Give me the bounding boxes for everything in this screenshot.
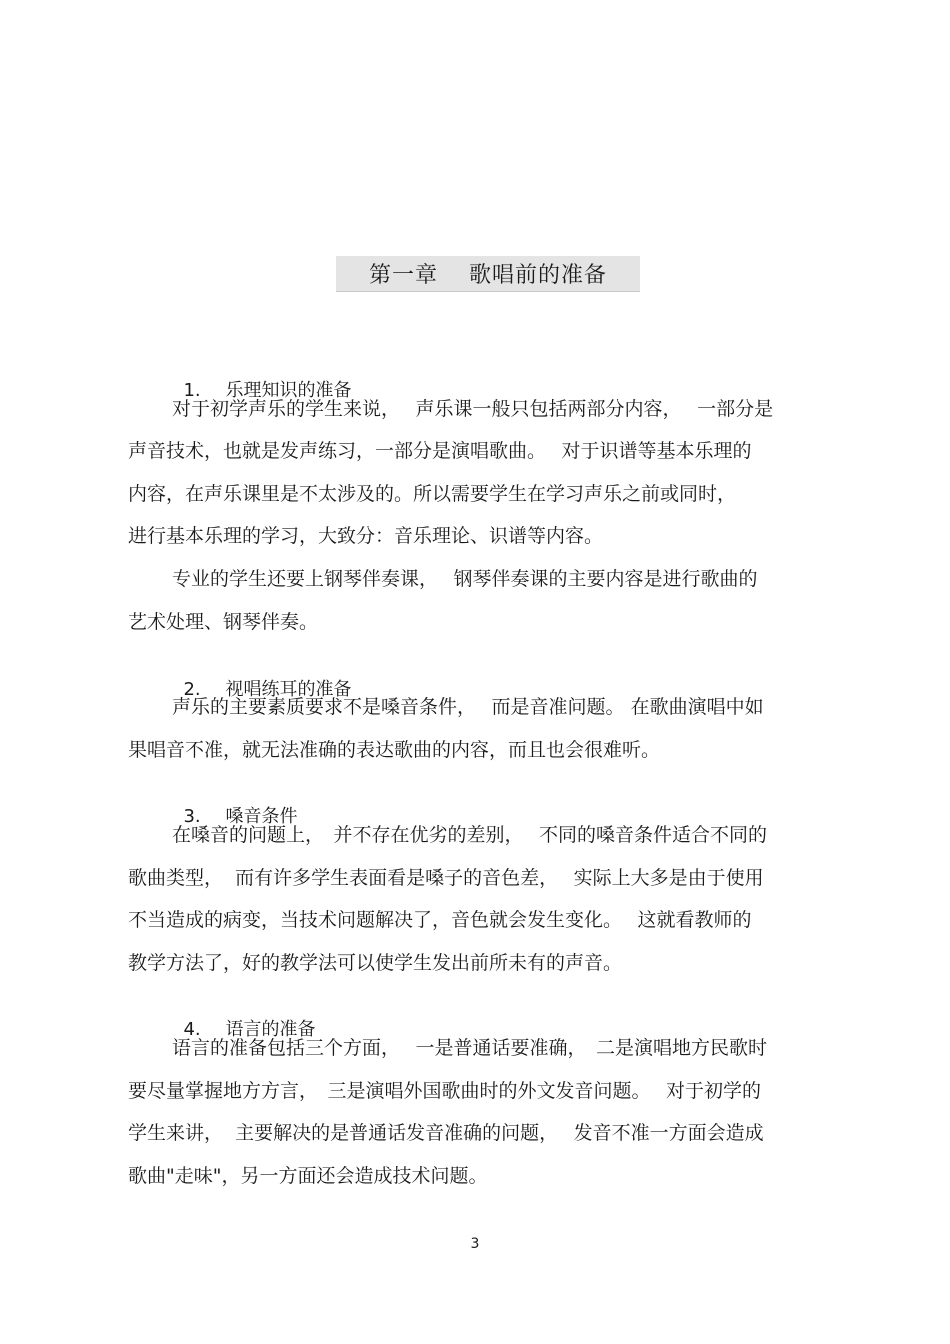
text-line: 教学方法了，好的教学法可以使学生发出前所未有的声音。 bbox=[128, 952, 623, 974]
section-title: 语言的准备 bbox=[225, 1019, 316, 1040]
text-line: 语言的准备包括三个方面， 一是普通话要准确， 二是演唱地方民歌时 bbox=[172, 1037, 768, 1059]
section-number: 1. bbox=[183, 380, 201, 401]
text-line: 在嗓音的问题上， 并不存在优劣的差别， 不同的嗓音条件适合不同的 bbox=[172, 824, 768, 846]
section-number: 2. bbox=[183, 679, 201, 700]
text-line: 歌曲"走味"，另一方面还会造成技术问题。 bbox=[128, 1165, 488, 1187]
text-line: 专业的学生还要上钢琴伴奏课， 钢琴伴奏课的主要内容是进行歌曲的 bbox=[172, 568, 758, 590]
text-line: 对于初学声乐的学生来说， 声乐课一般只包括两部分内容， 一部分是 bbox=[172, 398, 774, 420]
text-line: 要尽量掌握地方方言， 三是演唱外国歌曲时的外文发音问题。 对于初学的 bbox=[128, 1080, 762, 1102]
text-line: 果唱音不准，就无法准确的表达歌曲的内容，而且也会很难听。 bbox=[128, 739, 661, 761]
text-line: 内容，在声乐课里是不太涉及的。所以需要学生在学习声乐之前或同时， bbox=[128, 483, 737, 505]
text-line: 不当造成的病变，当技术问题解决了，音色就会发生变化。 这就看教师的 bbox=[128, 909, 752, 931]
text-line: 歌曲类型， 而有许多学生表面看是嗓子的音色差， 实际上大多是由于使用 bbox=[128, 867, 764, 889]
section-title: 乐理知识的准备 bbox=[225, 380, 352, 401]
text-line: 声音技术，也就是发声练习，一部分是演唱歌曲。 对于识谱等基本乐理的 bbox=[128, 440, 752, 462]
section-number: 4. bbox=[183, 1019, 201, 1040]
section-number: 3. bbox=[183, 806, 201, 827]
text-line: 艺术处理、钢琴伴奏。 bbox=[128, 611, 319, 633]
chapter-title: 第一章 歌唱前的准备 bbox=[336, 256, 640, 292]
text-line: 学生来讲， 主要解决的是普通话发音准确的问题， 发音不准一方面会造成 bbox=[128, 1122, 764, 1144]
text-line: 声乐的主要素质要求不是嗓音条件， 而是音准问题。 在歌曲演唱中如 bbox=[172, 696, 764, 718]
section-title: 视唱练耳的准备 bbox=[225, 679, 352, 700]
section-title: 嗓音条件 bbox=[225, 806, 298, 827]
text-line: 进行基本乐理的学习，大致分：音乐理论、识谱等内容。 bbox=[128, 525, 604, 547]
page-number: 3 bbox=[470, 1236, 480, 1252]
